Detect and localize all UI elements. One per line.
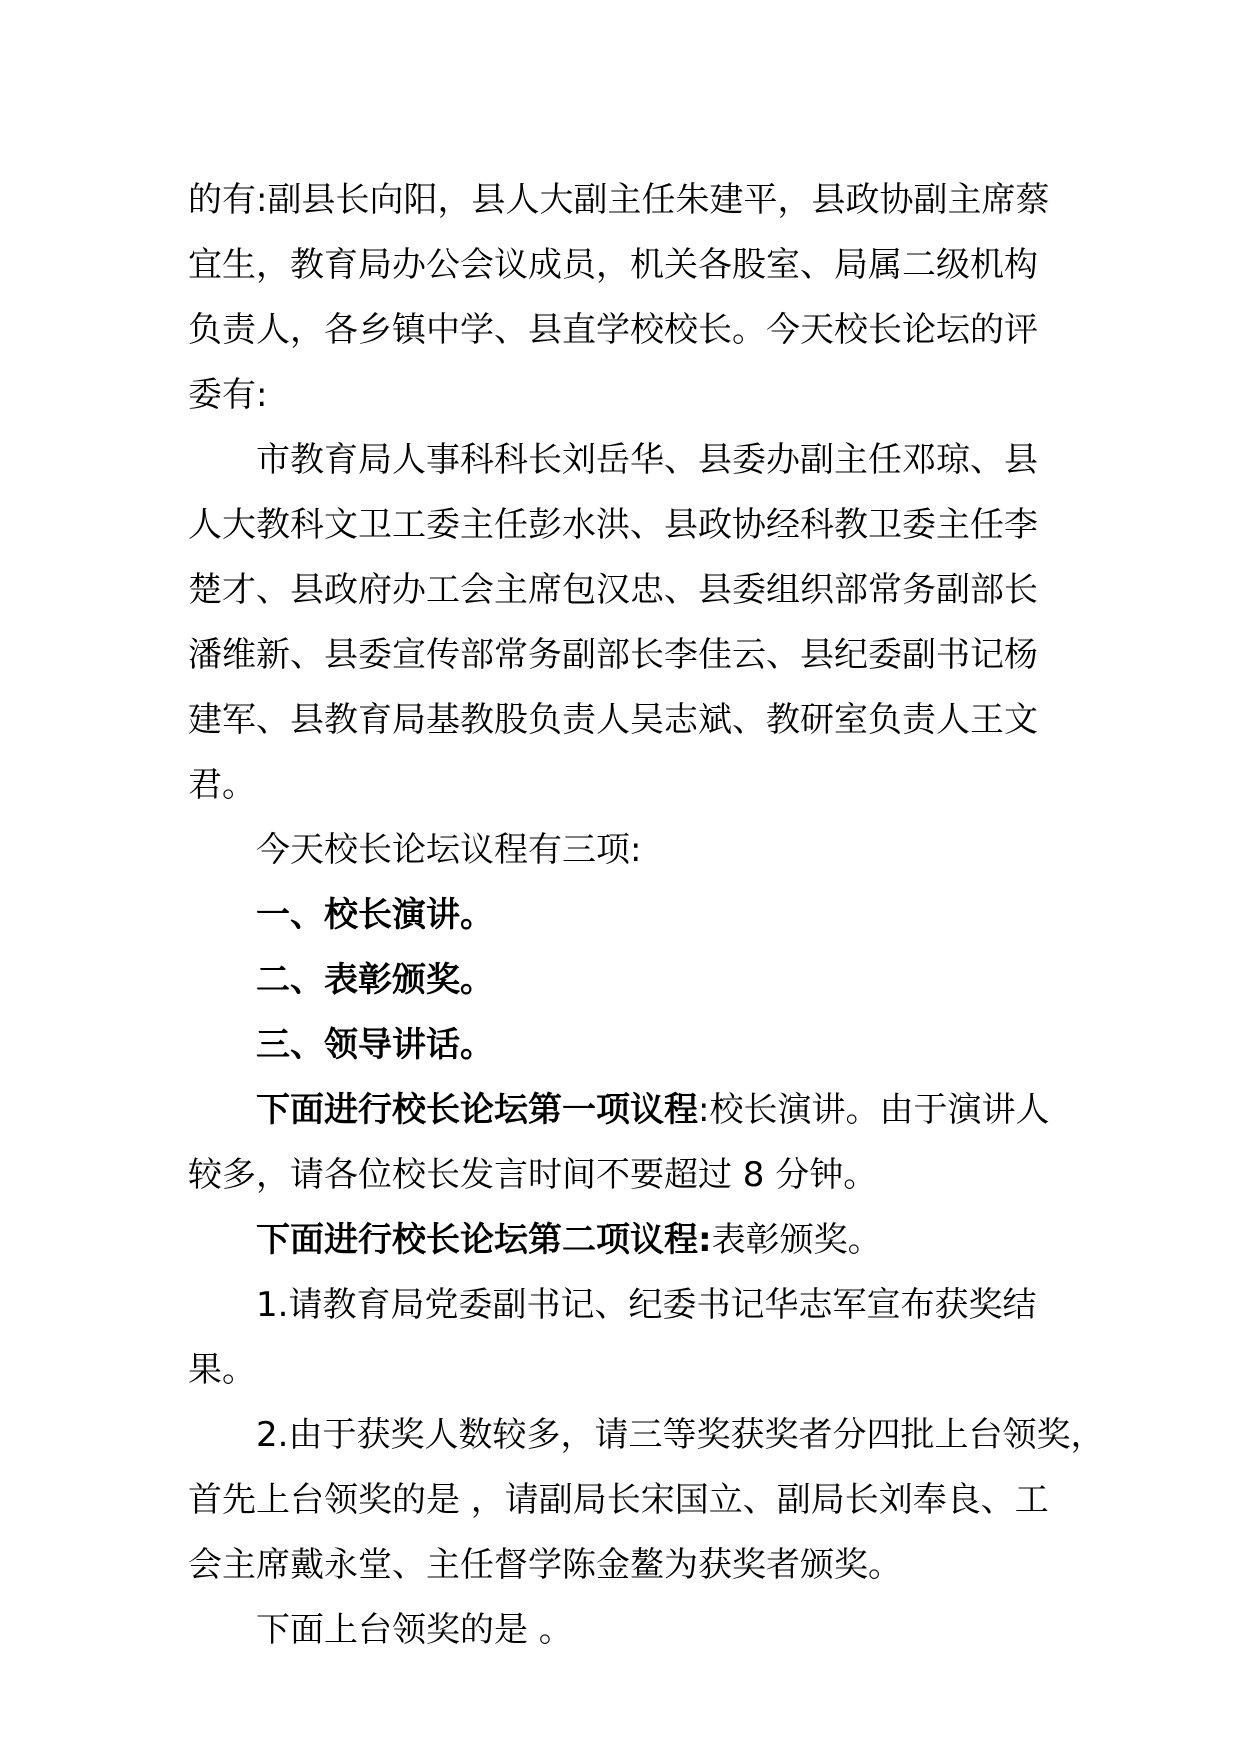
- paragraph-attendees: [188, 168, 1088, 428]
- text-line: 负责人，各乡镇中学、县直学校校长。今天校长论坛的评: [188, 310, 1038, 350]
- text-line: 市教育局人事科科长刘岳华、县委办副主任邓琼、县: [256, 440, 1038, 480]
- text-line: 首先上台领奖的是 ，请副局长宋国立、副局长刘奉良、工: [188, 1480, 1049, 1520]
- text-span: 表彰颁奖。: [711, 1220, 882, 1260]
- bold-heading: 下面进行校长论坛第二项议程:: [256, 1220, 712, 1260]
- text-line: 委有:: [188, 375, 268, 415]
- paragraph-next-awardees: 下面上台领奖的是 。: [256, 1610, 573, 1650]
- text-line: 潘维新、县委宣传部常务副部长李佳云、县纪委副书记杨: [188, 635, 1038, 675]
- text-line: 君。: [188, 765, 256, 805]
- document-body: [188, 168, 1105, 1663]
- paragraph-first-item: [188, 1078, 1088, 1208]
- paragraph-second-item: [188, 1208, 1088, 1273]
- agenda-item-2: 二、表彰颁奖。: [256, 960, 494, 1000]
- text-line: 楚才、县政府办工会主席包汉忠、县委组织部常务副部长: [188, 570, 1038, 610]
- paragraph-step-2: [188, 1403, 1105, 1598]
- text-line: 建军、县教育局基教股负责人吴志斌、教研室负责人王文: [188, 700, 1038, 740]
- paragraph-step-1: 1.请教育局党委副书记、纪委书记华志军宣布获奖结果。: [188, 1285, 1037, 1390]
- agenda-item-1: 一、校长演讲。: [256, 895, 494, 935]
- text-line: [188, 1078, 1088, 1143]
- agenda-item-3: 三、领导讲话。: [256, 1025, 494, 1065]
- bold-heading: 下面进行校长论坛第一项议程: [256, 1090, 698, 1130]
- text-line: 人大教科文卫工委主任彭水洪、县政协经科教卫委主任李: [188, 505, 1038, 545]
- text-line: 2.由于获奖人数较多，请三等奖获奖者分四批上台领奖，: [256, 1415, 1105, 1455]
- paragraph-judges: [188, 428, 1088, 818]
- paragraph-agenda-intro: 今天校长论坛议程有三项:: [256, 830, 642, 870]
- text-line: 的有:副县长向阳，县人大副主任朱建平，县政协副主席蔡: [188, 180, 1050, 220]
- text-line: 会主席戴永堂、主任督学陈金鳌为获奖者颁奖。: [188, 1545, 902, 1585]
- text-line: 宜生，教育局办公会议成员，机关各股室、局属二级机构: [188, 245, 1038, 285]
- text-span: :校长演讲。由于演讲人: [698, 1090, 1050, 1130]
- text-line: 较多，请各位校长发言时间不要超过 8 分钟。: [188, 1155, 878, 1195]
